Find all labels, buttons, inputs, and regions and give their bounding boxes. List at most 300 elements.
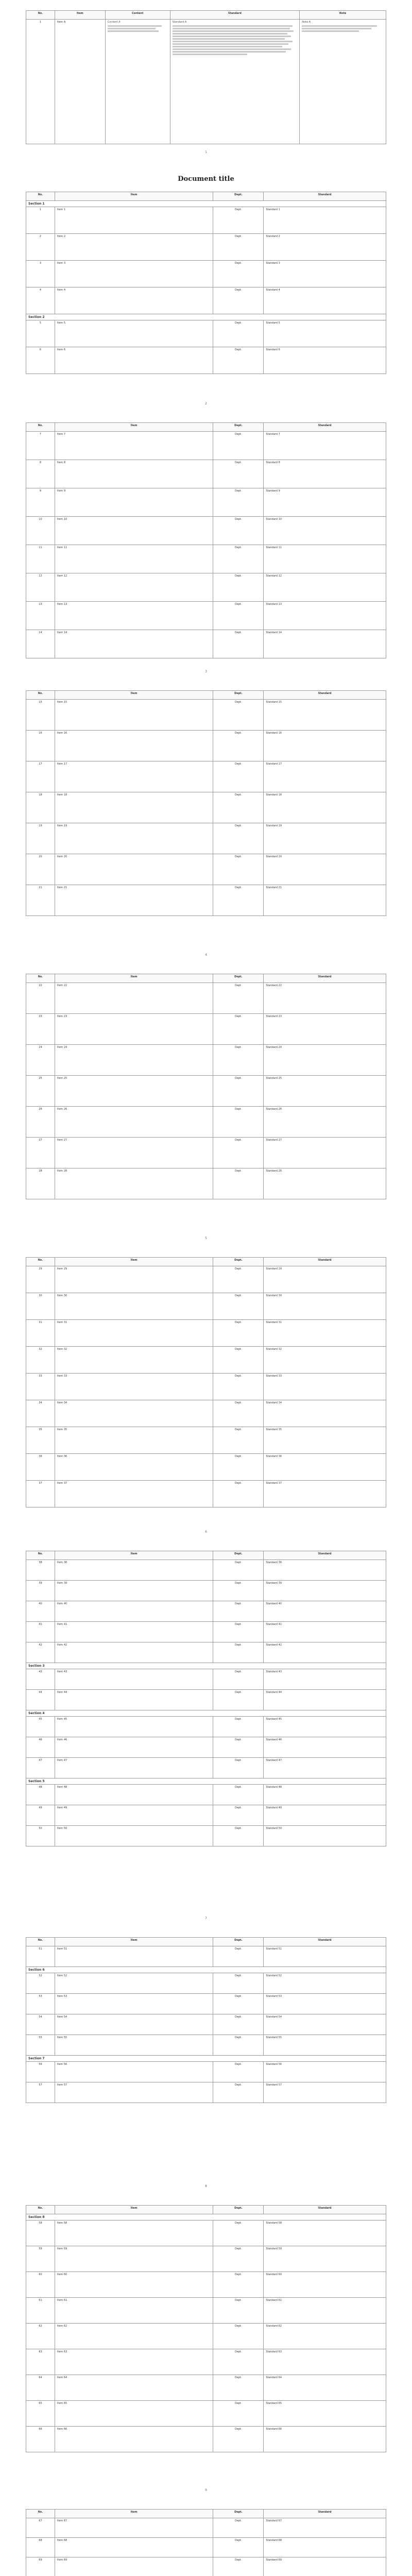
header-cell: Dept. [213, 192, 264, 201]
row-dept: Dept. [213, 1946, 264, 1967]
text-line [173, 48, 291, 50]
table-row [26, 792, 386, 823]
row-number: 67 [26, 2518, 55, 2538]
row-number: 17 [26, 761, 55, 792]
row-item: Item 20 [55, 854, 213, 885]
row-dept: Dept. [213, 1690, 264, 1710]
table-row [26, 1293, 386, 1320]
row-dept: Dept. [213, 1481, 264, 1507]
row-item: Item 24 [55, 1045, 213, 1076]
page-title: Document title [178, 175, 234, 183]
header-cell: No. [26, 423, 55, 432]
row-standard: Standard 32 [264, 1347, 386, 1374]
row-dept: Dept. [213, 2082, 264, 2103]
row-dept: Dept. [213, 1758, 264, 1778]
header-cell: Item [55, 1551, 213, 1560]
header-cell: Item [55, 423, 213, 432]
header-cell: Standard [264, 192, 386, 201]
table-fragment [26, 1937, 386, 2179]
row-standard: Standard 18 [264, 792, 386, 823]
row-standard: Standard 33 [264, 1374, 386, 1400]
table-header-row [26, 2206, 386, 2214]
text-line [302, 30, 359, 32]
table-header-row [26, 2510, 386, 2518]
row-number: 19 [26, 823, 55, 854]
row-item: Item 62 [55, 2324, 213, 2349]
row-standard: Standard 63 [264, 2349, 386, 2375]
row-number: 21 [26, 885, 55, 916]
text-line [302, 25, 377, 27]
row-standard-text: Standard A [172, 21, 187, 24]
row-dept: Dept. [213, 2246, 264, 2272]
table-fragment [26, 192, 386, 397]
row-dept: Dept. [213, 1737, 264, 1758]
row-item: Item 9 [55, 488, 213, 517]
row-dept: Dept. [213, 573, 264, 602]
row-standard: Standard 29 [264, 1266, 386, 1293]
row-standard: Standard 66 [264, 2427, 386, 2452]
row-item: Item 45 [55, 1717, 213, 1737]
row-standard: Standard 17 [264, 761, 386, 792]
table-row [26, 234, 386, 261]
row-standard: Standard 8 [264, 460, 386, 488]
row-standard: Standard 35 [264, 1427, 386, 1454]
table-header-row [26, 1258, 386, 1266]
row-standard: Standard 54 [264, 2014, 386, 2035]
row-dept: Dept. [213, 1785, 264, 1805]
row-content [105, 20, 170, 144]
row-standard: Standard 28 [264, 1168, 386, 1199]
row-dept: Dept. [213, 2035, 264, 2056]
row-dept: Dept. [213, 1717, 264, 1737]
row-standard: Standard 44 [264, 1690, 386, 1710]
row-dept: Dept. [213, 2014, 264, 2035]
table-header-row [26, 1938, 386, 1946]
row-standard: Standard 36 [264, 1454, 386, 1481]
row-item: Item 26 [55, 1107, 213, 1138]
row-item: Item 29 [55, 1266, 213, 1293]
table-row [26, 1973, 386, 1994]
table-row [26, 2014, 386, 2035]
row-number: 33 [26, 1374, 55, 1400]
row-dept: Dept. [213, 1581, 264, 1601]
row-number: 47 [26, 1758, 55, 1778]
row-dept: Dept. [213, 1669, 264, 1690]
table-row [26, 545, 386, 573]
row-number: 2 [26, 234, 55, 261]
row-number: 46 [26, 1737, 55, 1758]
row-standard: Standard 53 [264, 1994, 386, 2014]
table-fragment [26, 1551, 386, 1911]
header-cell: Standard [264, 1258, 386, 1266]
header-cell: Dept. [213, 1551, 264, 1560]
table-row [26, 1581, 386, 1601]
row-item: Item 68 [55, 2538, 213, 2557]
row-item: Item 47 [55, 1758, 213, 1778]
row-number: 37 [26, 1481, 55, 1507]
row-item: Item 18 [55, 792, 213, 823]
row-dept: Dept. [213, 1400, 264, 1427]
table-row [26, 1454, 386, 1481]
row-dept: Dept. [213, 460, 264, 488]
row-item: Item 52 [55, 1973, 213, 1994]
row-number: 1 [26, 207, 55, 234]
row-dept: Dept. [213, 761, 264, 792]
row-standard: Standard 59 [264, 2246, 386, 2272]
row-dept: Dept. [213, 1045, 264, 1076]
row-standard: Standard 19 [264, 823, 386, 854]
row-dept: Dept. [213, 885, 264, 916]
header-cell: Standard [264, 2206, 386, 2214]
row-standard: Standard 25 [264, 1076, 386, 1107]
row-note [300, 20, 386, 144]
text-line [302, 28, 371, 29]
row-dept: Dept. [213, 630, 264, 658]
page-number: 6 [205, 1530, 207, 1534]
row-number: 34 [26, 1400, 55, 1427]
table-header-row [26, 691, 386, 700]
table-row [26, 2427, 386, 2452]
row-dept: Dept. [213, 2221, 264, 2246]
row-standard: Standard 64 [264, 2375, 386, 2401]
row-dept: Dept. [213, 1014, 264, 1045]
row-standard: Standard 61 [264, 2298, 386, 2324]
section-row [26, 1663, 386, 1669]
header-cell: Standard [264, 423, 386, 432]
table-row [26, 761, 386, 792]
header-cell: No. [26, 11, 55, 20]
table-row [26, 700, 386, 731]
row-standard: Standard 51 [264, 1946, 386, 1967]
row-number: 39 [26, 1581, 55, 1601]
row-number: 26 [26, 1107, 55, 1138]
text-line [173, 36, 291, 37]
row-dept: Dept. [213, 2557, 264, 2576]
row-item: Item 38 [55, 1560, 213, 1581]
row-standard: Standard 60 [264, 2272, 386, 2298]
row-number: 65 [26, 2401, 55, 2427]
row-item: Item 14 [55, 630, 213, 658]
header-cell: Standard [170, 11, 300, 20]
text-line [173, 33, 287, 35]
header-cell: Note [300, 11, 386, 20]
row-number: 54 [26, 2014, 55, 2035]
row-dept: Dept. [213, 1076, 264, 1107]
row-item: Item 10 [55, 517, 213, 545]
row-standard: Standard 27 [264, 1138, 386, 1168]
row-standard: Standard 12 [264, 573, 386, 602]
row-dept: Dept. [213, 1601, 264, 1622]
table-fragment [26, 690, 386, 948]
row-standard: Standard 47 [264, 1758, 386, 1778]
header-cell: Dept. [213, 2510, 264, 2518]
row-standard: Standard 43 [264, 1669, 386, 1690]
header-cell: Item [55, 691, 213, 700]
row-number: 13 [26, 602, 55, 630]
row-item: Item 28 [55, 1168, 213, 1199]
row-item: Item 50 [55, 1826, 213, 1846]
row-item: Item 8 [55, 460, 213, 488]
row-standard: Standard 3 [264, 261, 386, 287]
row-standard: Standard 6 [264, 347, 386, 374]
page-number: 5 [205, 1236, 207, 1240]
row-number: 41 [26, 1622, 55, 1642]
table-row [26, 1994, 386, 2014]
row-item: Item 46 [55, 1737, 213, 1758]
row-item: Item 33 [55, 1374, 213, 1400]
row-item: Item 53 [55, 1994, 213, 2014]
row-item: Item 1 [55, 207, 213, 234]
table-fragment [26, 422, 386, 665]
table-row [26, 1320, 386, 1347]
row-number: 6 [26, 347, 55, 374]
table-row [26, 1758, 386, 1778]
table-row [26, 1427, 386, 1454]
table-row [26, 1374, 386, 1400]
table-row [26, 2401, 386, 2427]
header-cell: Item [55, 1258, 213, 1266]
row-dept: Dept. [213, 1454, 264, 1481]
table-row [26, 2246, 386, 2272]
header-cell: Dept. [213, 2206, 264, 2214]
table-row [26, 2221, 386, 2246]
row-number: 55 [26, 2035, 55, 2056]
text-line [173, 25, 293, 27]
page-number: 3 [205, 670, 207, 673]
header-cell: Dept. [213, 1938, 264, 1946]
text-line [173, 43, 289, 45]
row-number: 7 [26, 432, 55, 460]
table-row [26, 1669, 386, 1690]
table-row [26, 1826, 386, 1846]
row-number: 59 [26, 2246, 55, 2272]
section-row [26, 2214, 386, 2221]
row-standard: Standard 10 [264, 517, 386, 545]
row-dept: Dept. [213, 2272, 264, 2298]
row-standard: Standard 50 [264, 1826, 386, 1846]
row-item: Item 67 [55, 2518, 213, 2538]
table-fragment [26, 2509, 386, 2576]
row-dept: Dept. [213, 2427, 264, 2452]
row-standard: Standard 62 [264, 2324, 386, 2349]
table-row [26, 261, 386, 287]
row-item: Item 15 [55, 700, 213, 731]
table-row [26, 2538, 386, 2557]
row-dept: Dept. [213, 488, 264, 517]
header-cell: Item [55, 974, 213, 983]
row-number: 48 [26, 1785, 55, 1805]
table-row [26, 20, 386, 144]
table-row [26, 2298, 386, 2324]
row-number: 62 [26, 2324, 55, 2349]
row-item: Item 40 [55, 1601, 213, 1622]
row-standard: Standard 48 [264, 1785, 386, 1805]
row-dept: Dept. [213, 792, 264, 823]
table-header-row [26, 192, 386, 201]
text-line [173, 54, 248, 55]
row-item: Item 2 [55, 234, 213, 261]
text-line [108, 30, 159, 32]
row-number: 30 [26, 1293, 55, 1320]
row-dept: Dept. [213, 2349, 264, 2375]
row-standard: Standard 42 [264, 1642, 386, 1663]
table-header-row [26, 1551, 386, 1560]
table-row [26, 1481, 386, 1507]
page-number: 8 [205, 2184, 207, 2188]
row-standard: Standard 23 [264, 1014, 386, 1045]
row-item: Item A [55, 20, 105, 144]
row-item: Item 4 [55, 287, 213, 314]
row-dept: Dept. [213, 1622, 264, 1642]
row-standard: Standard 57 [264, 2082, 386, 2103]
row-number: 14 [26, 630, 55, 658]
row-number: 16 [26, 731, 55, 761]
row-standard: Standard 65 [264, 2401, 386, 2427]
table-row [26, 1785, 386, 1805]
row-dept: Dept. [213, 347, 264, 374]
header-cell: Item [55, 11, 105, 20]
table-row [26, 460, 386, 488]
row-number: 32 [26, 1347, 55, 1374]
row-dept: Dept. [213, 1293, 264, 1320]
table-row [26, 2035, 386, 2056]
section-row [26, 314, 386, 320]
table-row [26, 573, 386, 602]
row-dept: Dept. [213, 1266, 264, 1293]
table-header-row [26, 11, 386, 20]
row-number: 63 [26, 2349, 55, 2375]
header-cell: Dept. [213, 1258, 264, 1266]
table-row [26, 432, 386, 460]
row-dept: Dept. [213, 1347, 264, 1374]
row-number: 22 [26, 983, 55, 1014]
row-dept: Dept. [213, 261, 264, 287]
row-standard: Standard 5 [264, 320, 386, 347]
row-number: 44 [26, 1690, 55, 1710]
header-cell: Standard [264, 691, 386, 700]
row-standard: Standard 2 [264, 234, 386, 261]
row-number: 56 [26, 2062, 55, 2082]
row-dept: Dept. [213, 2401, 264, 2427]
row-item: Item 31 [55, 1320, 213, 1347]
row-dept: Dept. [213, 1427, 264, 1454]
row-standard: Standard 49 [264, 1805, 386, 1826]
row-standard: Standard 30 [264, 1293, 386, 1320]
page-number: 7 [205, 1917, 207, 1920]
row-standard: Standard 22 [264, 983, 386, 1014]
row-standard: Standard 56 [264, 2062, 386, 2082]
row-dept: Dept. [213, 1560, 264, 1581]
row-item: Item 49 [55, 1805, 213, 1826]
row-number: 64 [26, 2375, 55, 2401]
row-number: 45 [26, 1717, 55, 1737]
table-row [26, 823, 386, 854]
row-standard: Standard 1 [264, 207, 386, 234]
row-item: Item 65 [55, 2401, 213, 2427]
row-standard: Standard 67 [264, 2518, 386, 2538]
row-standard [170, 20, 300, 144]
row-dept: Dept. [213, 320, 264, 347]
row-number: 60 [26, 2272, 55, 2298]
table-row [26, 1642, 386, 1663]
row-number: 57 [26, 2082, 55, 2103]
row-number: 68 [26, 2538, 55, 2557]
row-standard: Standard 21 [264, 885, 386, 916]
table-row [26, 347, 386, 374]
row-dept: Dept. [213, 731, 264, 761]
row-item: Item 48 [55, 1785, 213, 1805]
row-item: Item 3 [55, 261, 213, 287]
row-dept: Dept. [213, 1973, 264, 1994]
row-standard: Standard 31 [264, 1320, 386, 1347]
row-number: 49 [26, 1805, 55, 1826]
section-label: Section 5 [26, 1778, 386, 1785]
row-item: Item 55 [55, 2035, 213, 2056]
table-row [26, 1266, 386, 1293]
row-number: 25 [26, 1076, 55, 1107]
row-item: Item 51 [55, 1946, 213, 1967]
header-cell: No. [26, 691, 55, 700]
header-cell: No. [26, 192, 55, 201]
row-item: Item 58 [55, 2221, 213, 2246]
row-item: Item 42 [55, 1642, 213, 1663]
table-row [26, 2349, 386, 2375]
header-cell: Dept. [213, 691, 264, 700]
row-standard: Standard 34 [264, 1400, 386, 1427]
section-label: Section 4 [26, 1710, 386, 1717]
table-row [26, 885, 386, 916]
row-standard: Standard 69 [264, 2557, 386, 2576]
table-row [26, 1690, 386, 1710]
cover-table [26, 10, 386, 144]
row-number: 8 [26, 460, 55, 488]
row-item: Item 13 [55, 602, 213, 630]
table-row [26, 287, 386, 314]
section-row [26, 1967, 386, 1973]
row-item: Item 17 [55, 761, 213, 792]
header-cell: No. [26, 2206, 55, 2214]
section-label: Section 6 [26, 1967, 386, 1973]
section-label: Section 3 [26, 1663, 386, 1669]
header-cell: Standard [264, 1938, 386, 1946]
row-dept: Dept. [213, 2298, 264, 2324]
header-cell: Item [55, 192, 213, 201]
row-standard: Standard 45 [264, 1717, 386, 1737]
table-fragment [26, 1257, 386, 1525]
row-number: 51 [26, 1946, 55, 1967]
header-cell: No. [26, 1258, 55, 1266]
row-item: Item 7 [55, 432, 213, 460]
table-row [26, 1737, 386, 1758]
row-standard: Standard 13 [264, 602, 386, 630]
text-line [173, 28, 290, 29]
row-item: Item 56 [55, 2062, 213, 2082]
table-row [26, 1347, 386, 1374]
row-standard: Standard 9 [264, 488, 386, 517]
row-standard: Standard 52 [264, 1973, 386, 1994]
table-row [26, 1601, 386, 1622]
table-row [26, 488, 386, 517]
row-item: Item 69 [55, 2557, 213, 2576]
row-dept: Dept. [213, 517, 264, 545]
table-header-row [26, 974, 386, 983]
table-row [26, 630, 386, 658]
table-row [26, 1622, 386, 1642]
row-item: Item 36 [55, 1454, 213, 1481]
table-row [26, 1946, 386, 1967]
row-number: 38 [26, 1560, 55, 1581]
row-number: 5 [26, 320, 55, 347]
